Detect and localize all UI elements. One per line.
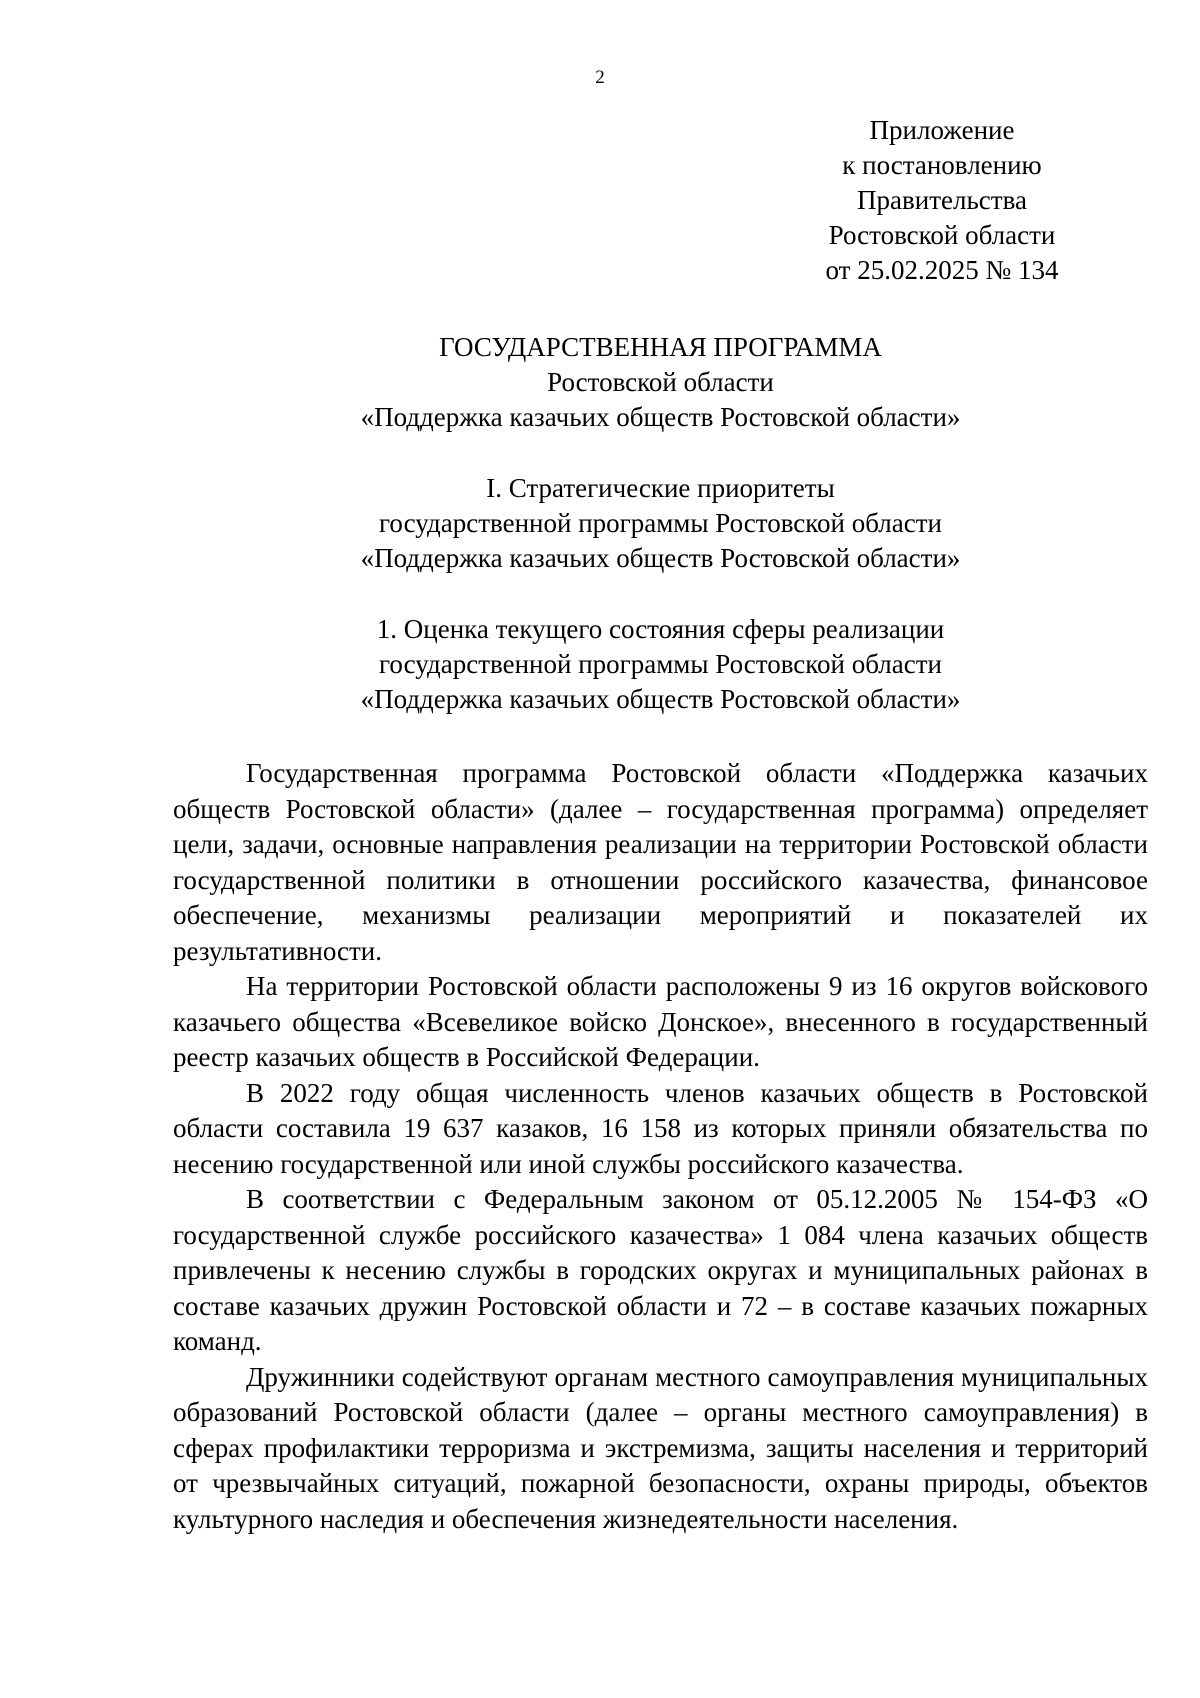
program-title <box>173 330 1148 435</box>
appendix-line: от 25.02.2025 № 134 <box>825 255 1059 285</box>
paragraph: Дружинники содействуют органам местного самоуправления муниципальных образований Ростовской области (далее – органы местного самоуправления) в сферах профилактики терроризма и экстремизма, защиты населения и территорий от чрезвычайных ситуаций, пожарной безопасности, охраны природы, объектов культурного наследия и обеспечения жизнедеятельности населения. <box>173 1361 1148 1534</box>
section-heading <box>173 471 1148 576</box>
subsection-heading-line: 1. Оценка текущего состояния сферы реализации <box>376 614 945 644</box>
program-title-line: ГОСУДАРСТВЕННАЯ ПРОГРАММА <box>439 332 882 362</box>
subsection-heading-line: «Поддержка казачьих обществ Ростовской области» <box>360 684 961 714</box>
subsection-heading-line: государственной программы Ростовской области <box>379 649 942 679</box>
appendix-line: к постановлению <box>842 150 1042 180</box>
body-text <box>173 756 1148 1537</box>
paragraph: На территории Ростовской области расположены 9 из 16 округов войскового казачьего общества «Всевеликое войско Донское», внесенного в государственный реестр казачьих обществ в Российской Федерации. <box>173 971 1148 1072</box>
section-heading-line: государственной программы Ростовской области <box>379 508 942 538</box>
section-heading-line: I. Стратегические приоритеты <box>486 473 835 503</box>
page-number: 2 <box>595 67 605 88</box>
appendix-line: Приложение <box>869 115 1015 145</box>
program-title-line: Ростовской области <box>547 367 774 397</box>
appendix-line: Ростовской области <box>828 220 1056 250</box>
appendix-stamp <box>814 113 1070 288</box>
paragraph: В 2022 году общая численность членов казачьих обществ в Ростовской области составила 19 637 казаков, 16 158 из которых приняли обязательства по несению государственной или иной службы российского казачества. <box>173 1077 1148 1179</box>
section-heading-line: «Поддержка казачьих обществ Ростовской области» <box>360 543 961 573</box>
paragraph: В соответствии с Федеральным законом от 05.12.2005 № 154-ФЗ «О государственной службе российского казачества» 1 084 члена казачьих обществ привлечены к несению службы в городских округах и муниципальных районах в составе казачьих дружин Ростовской области и 72 – в составе казачьих пожарных команд. <box>173 1184 1148 1356</box>
appendix-line: Правительства <box>857 185 1027 215</box>
paragraph: Государственная программа Ростовской области «Поддержка казачьих обществ Ростовской области» (далее – государственная программа) определяет цели, задачи, основные направления реализации на территории Ростовской области государственной политики в отношении российского казачества, финансовое обеспечение, механизмы реализации мероприятий и показателей их результативности. <box>173 758 1148 966</box>
subsection-heading <box>173 612 1148 717</box>
program-title-line: «Поддержка казачьих обществ Ростовской области» <box>360 402 961 432</box>
